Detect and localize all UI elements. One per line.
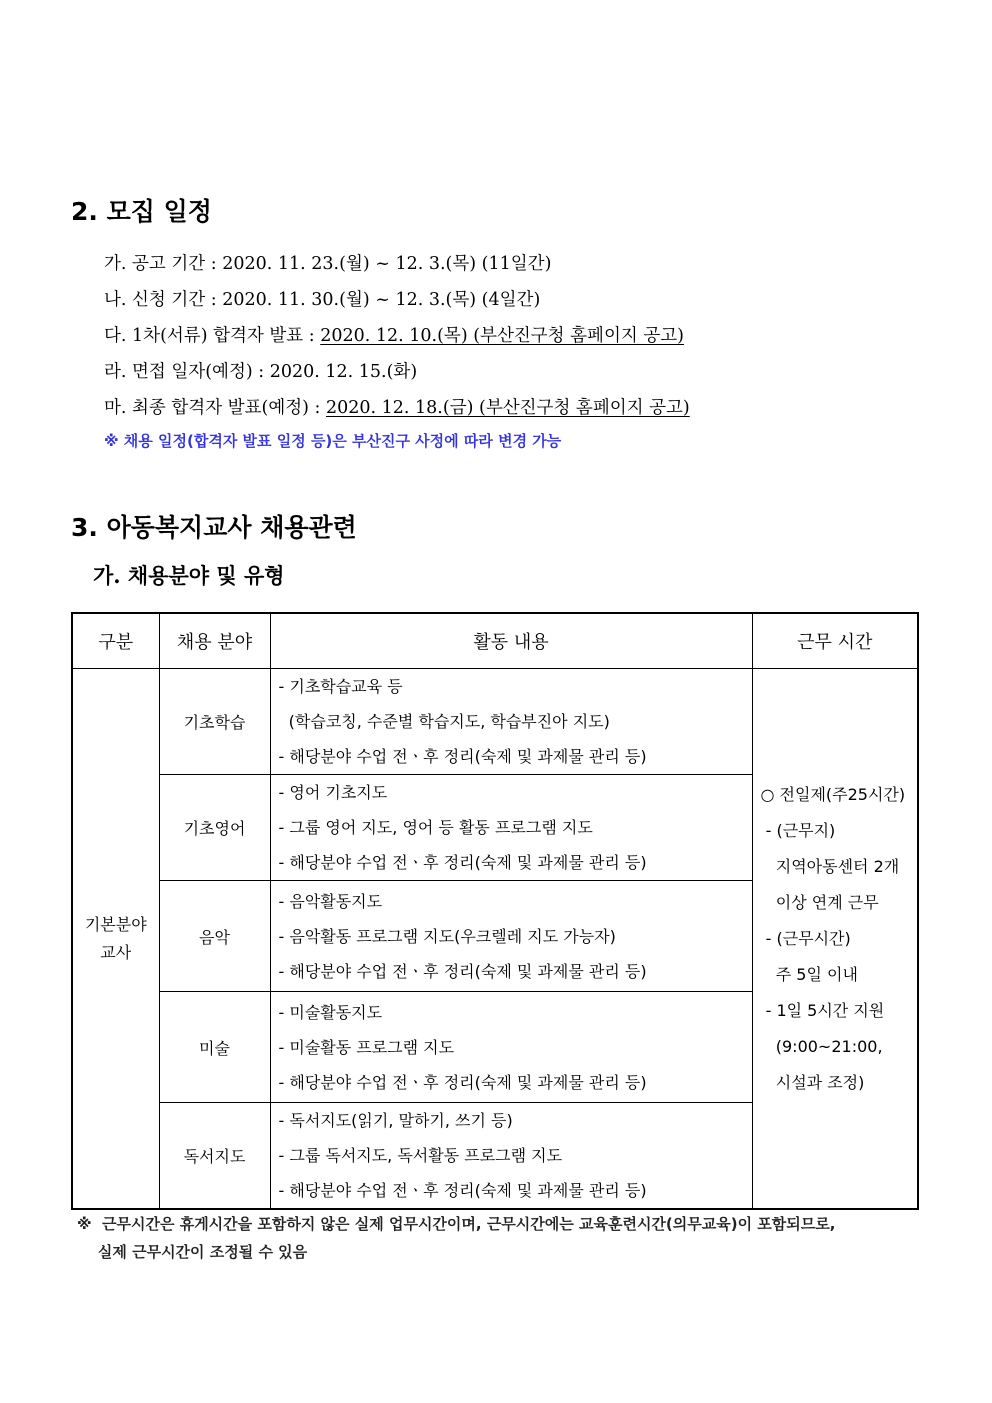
activity-line: - 해당분야 수업 전ㆍ후 정리(숙제 및 과제물 관리 등) [278, 853, 647, 872]
hours-line: ○ 전일제(주25시간) [760, 784, 906, 804]
activity-line: - 음악활동지도 [278, 892, 383, 911]
section-3-title: 3. 아동복지교사 채용관련 [71, 513, 357, 542]
activity-line: - 그룹 영어 지도, 영어 등 활동 프로그램 지도 [278, 818, 593, 837]
activity-line: - 음악활동 프로그램 지도(우크렐레 지도 가능자) [278, 927, 616, 946]
activity-line: - 미술활동 프로그램 지도 [278, 1038, 455, 1057]
schedule-note: ※ 채용 일정(합격자 발표 일정 등)은 부산진구 사정에 따라 변경 가능 [104, 432, 562, 450]
schedule-text: 마. 최종 합격자 발표(예정) : [104, 398, 326, 418]
hours-line: - (근무지) [760, 820, 836, 840]
table-header-row [72, 613, 918, 669]
footnote [77, 1210, 835, 1266]
field-cell: 독서지도 [159, 1103, 270, 1210]
field-cell: 미술 [159, 992, 270, 1103]
hours-line: - (근무시간) [760, 928, 851, 948]
schedule-item [104, 358, 417, 383]
schedule-underlined: 2020. 12. 18.(금) (부산진구청 홈페이지 공고) [325, 398, 690, 418]
table-row [72, 669, 918, 775]
activity-cell [270, 669, 752, 775]
schedule-text: 나. 신청 기간 : 2020. 11. 30.(월) ~ 12. 3.(목) (4일간) [104, 290, 541, 310]
schedule-item [104, 394, 690, 419]
activity-cell [270, 1103, 752, 1210]
header-hours: 근무 시간 [752, 613, 918, 669]
schedule-text: 다. 1차(서류) 합격자 발표 : [104, 326, 321, 346]
activity-line: - 해당분야 수업 전ㆍ후 정리(숙제 및 과제물 관리 등) [278, 747, 647, 766]
header-field: 채용 분야 [159, 613, 270, 669]
schedule-item [104, 322, 684, 347]
schedule-item [104, 286, 540, 311]
activity-line: - 해당분야 수업 전ㆍ후 정리(숙제 및 과제물 관리 등) [278, 962, 647, 981]
schedule-item [104, 250, 551, 275]
category-cell: 기본분야 교사 [72, 669, 159, 1210]
hours-line: 이상 연계 근무 [760, 892, 879, 912]
activity-line: (학습코칭, 수준별 학습지도, 학습부진아 지도) [278, 712, 610, 731]
activity-line: - 기초학습교육 등 [278, 677, 403, 696]
activity-line: - 독서지도(읽기, 말하기, 쓰기 등) [278, 1111, 513, 1130]
hours-line: - 1일 5시간 지원 [760, 1000, 885, 1020]
header-category: 구분 [72, 613, 159, 669]
activity-line: - 영어 기초지도 [278, 783, 388, 802]
header-activity: 활동 내용 [270, 613, 752, 669]
schedule-text: 가. 공고 기간 : 2020. 11. 23.(월) ~ 12. 3.(목) (11일간) [104, 254, 552, 274]
schedule-underlined: 2020. 12. 10.(목) (부산진구청 홈페이지 공고) [320, 326, 684, 346]
activity-cell [270, 881, 752, 992]
activity-line: - 해당분야 수업 전ㆍ후 정리(숙제 및 과제물 관리 등) [278, 1073, 647, 1092]
activity-line: - 해당분야 수업 전ㆍ후 정리(숙제 및 과제물 관리 등) [278, 1181, 647, 1200]
activity-cell [270, 775, 752, 881]
field-cell: 음악 [159, 881, 270, 992]
field-cell: 기초학습 [159, 669, 270, 775]
section-2-title: 2. 모집 일정 [71, 197, 212, 226]
field-cell: 기초영어 [159, 775, 270, 881]
recruitment-table [71, 612, 919, 1210]
section-3-subtitle: 가. 채용분야 및 유형 [93, 563, 285, 588]
hours-line: (9:00~21:00, [760, 1036, 883, 1056]
hours-cell [752, 669, 918, 1210]
footnote-line: ※ 근무시간은 휴게시간을 포함하지 않은 실제 업무시간이며, 근무시간에는 교육훈련시간(의무교육)이 포함되므로, [77, 1215, 836, 1233]
hours-line: 지역아동센터 2개 [760, 856, 900, 876]
activity-line: - 미술활동지도 [278, 1003, 383, 1022]
schedule-text: 라. 면접 일자(예정) : 2020. 12. 15.(화) [104, 362, 418, 382]
activity-cell [270, 992, 752, 1103]
hours-line: 시설과 조정) [760, 1072, 865, 1092]
activity-line: - 그룹 독서지도, 독서활동 프로그램 지도 [278, 1146, 563, 1165]
hours-line: 주 5일 이내 [760, 964, 858, 984]
footnote-line: 실제 근무시간이 조정될 수 있음 [77, 1243, 308, 1261]
